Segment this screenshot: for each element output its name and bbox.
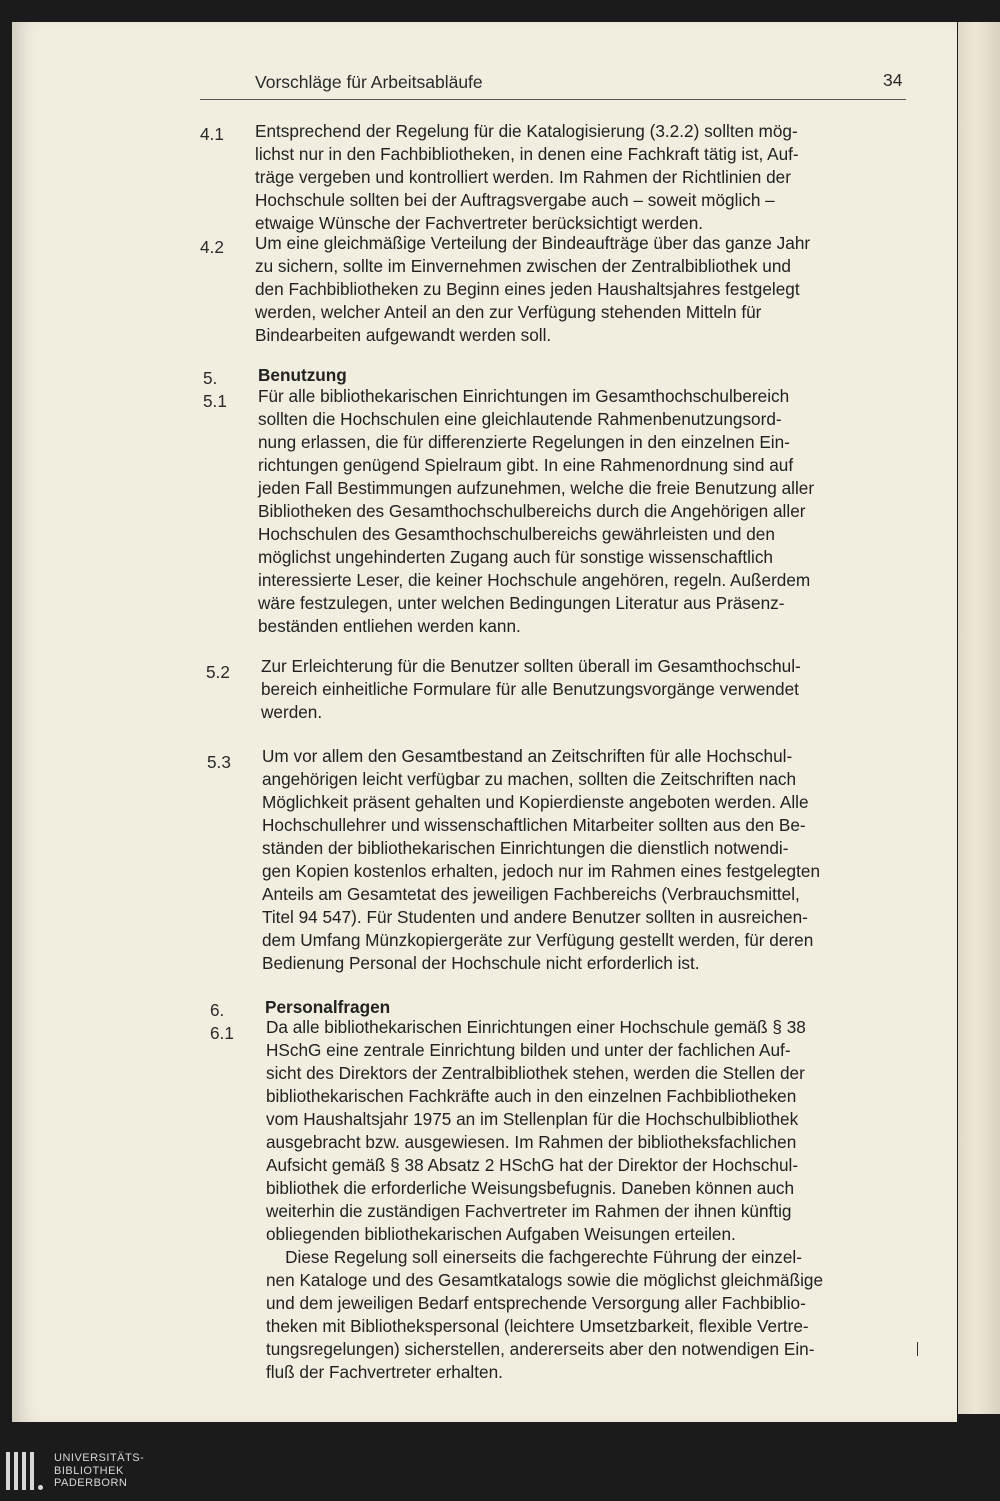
paragraph-5-2 <box>261 655 901 724</box>
paragraph-5-3 <box>262 745 902 975</box>
text-line: Aufsicht gemäß § 38 Absatz 2 HSchG hat der Direktor der Hochschul- <box>266 1155 799 1175</box>
text-line: ständen der bibliothekarischen Einrichtungen die dienstlich notwendi- <box>262 838 789 858</box>
text-line: bibliothekarischen Fachkräfte auch in den einzelnen Fachbibliotheken <box>266 1086 797 1106</box>
logo-line: UNIVERSITÄTS- <box>54 1452 145 1464</box>
text-line: Um vor allem den Gesamtbestand an Zeitschriften für alle Hochschul- <box>262 746 793 766</box>
text-line: beständen entliehen werden kann. <box>258 616 521 636</box>
page-number: 34 <box>883 70 903 90</box>
text-line: lichst nur in den Fachbibliotheken, in denen eine Fachkraft tätig ist, Auf- <box>255 144 799 164</box>
text-line: interessierte Leser, die keiner Hochschule angehören, regeln. Außerdem <box>258 570 811 590</box>
running-header: Vorschläge für Arbeitsabläufe <box>255 72 483 92</box>
text-line: etwaige Wünsche der Fachvertreter berücksichtigt werden. <box>255 213 704 233</box>
text-line: vom Haushaltsjahr 1975 an im Stellenplan für die Hochschulbibliothek <box>266 1109 799 1129</box>
text-line: Hochschulen des Gesamthochschulbereichs gewährleisten und den <box>258 524 775 544</box>
section-heading-personalfragen: Personalfragen <box>265 997 391 1017</box>
section-number: 6. <box>210 1000 225 1020</box>
text-line: Zur Erleichterung für die Benutzer sollten überall im Gesamthochschul- <box>261 656 801 676</box>
section-number: 5.3 <box>207 752 231 772</box>
section-heading-benutzung: Benutzung <box>258 365 347 385</box>
text-line: bereich einheitliche Formulare für alle Benutzungsvorgänge verwendet <box>261 679 799 699</box>
text-line: Bindearbeiten aufgewandt werden soll. <box>255 325 552 345</box>
text-line: Hochschule sollten bei der Auftragsvergabe auch – soweit möglich – <box>255 190 775 210</box>
library-logo-text <box>54 1452 144 1490</box>
text-line: tungsregelungen) sicherstellen, andererseits aber den notwendigen Ein- <box>266 1339 815 1359</box>
text-line: weiterhin die zuständigen Fachvertreter im Rahmen der ihnen künftig <box>266 1201 792 1221</box>
paragraph-5-1 <box>258 385 898 638</box>
text-line: zu sichern, sollte im Einvernehmen zwischen der Zentralbibliothek und <box>255 256 791 276</box>
text-line: gen Kopien kostenlos erhalten, jedoch nur im Rahmen eines festgelegten <box>262 861 820 881</box>
text-line: Diese Regelung soll einerseits die fachgerechte Führung der einzel- <box>266 1247 802 1267</box>
text-line: Anteils am Gesamtetat des jeweiligen Fachbereichs (Verbrauchsmittel, <box>262 884 800 904</box>
text-line: ausgebracht bzw. ausgewiesen. Im Rahmen der bibliotheksfachlichen <box>266 1132 797 1152</box>
text-line: fluß der Fachvertreter erhalten. <box>266 1362 503 1382</box>
text-line: obliegenden bibliothekarischen Aufgaben Weisungen erteilen. <box>266 1224 736 1244</box>
text-line: Möglichkeit präsent gehalten und Kopierdienste angeboten werden. Alle <box>262 792 809 812</box>
paragraph-4-2 <box>255 232 895 347</box>
scan-footer <box>0 1422 1000 1501</box>
text-line: wäre festzulegen, unter welchen Bedingungen Literatur aus Präsenz- <box>258 593 785 613</box>
text-line: werden, welcher Anteil an den zur Verfügung stehenden Mitteln für <box>255 302 762 322</box>
text-line: sollten die Hochschulen eine gleichlautende Rahmenbenutzungsord- <box>258 409 782 429</box>
text-line: richtungen genügend Spielraum gibt. In eine Rahmenordnung sind auf <box>258 455 794 475</box>
section-number: 5. <box>203 368 218 388</box>
text-line: träge vergeben und kontrolliert werden. Im Rahmen der Richtlinien der <box>255 167 791 187</box>
logo-line: PADERBORN <box>54 1477 128 1489</box>
text-line: Bibliotheken des Gesamthochschulbereichs durch die Angehörigen aller <box>258 501 806 521</box>
section-number: 5.2 <box>206 662 230 682</box>
margin-mark <box>917 1342 918 1356</box>
section-number: 6.1 <box>210 1023 234 1043</box>
text-line: sicht des Direktors der Zentralbibliothek stehen, werden die Stellen der <box>266 1063 805 1083</box>
text-line: angehörigen leicht verfügbar zu machen, sollten die Zeitschriften nach <box>262 769 797 789</box>
text-line: Entsprechend der Regelung für die Katalogisierung (3.2.2) sollten mög- <box>255 121 798 141</box>
text-line: Hochschullehrer und wissenschaftlichen Mitarbeiter sollten aus den Be- <box>262 815 806 835</box>
section-number: 4.2 <box>200 237 224 257</box>
text-line: dem Umfang Münzkopiergeräte zur Verfügung gestellt werden, für deren <box>262 930 814 950</box>
section-number: 4.1 <box>200 124 224 144</box>
text-line: bibliothek die erforderliche Weisungsbefugnis. Daneben können auch <box>266 1178 795 1198</box>
library-logo-icon <box>6 1452 46 1492</box>
text-line: theken mit Bibliothekspersonal (leichtere Umsetzbarkeit, flexible Vertre- <box>266 1316 809 1336</box>
paragraph-6-1 <box>266 1016 906 1384</box>
text-line: und dem jeweiligen Bedarf entsprechende Versorgung aller Fachbiblio- <box>266 1293 806 1313</box>
page-edge <box>958 22 1000 1414</box>
text-line: möglichst ungehinderten Zugang auch für sonstige wissenschaftlich <box>258 547 773 567</box>
text-line: Da alle bibliothekarischen Einrichtungen einer Hochschule gemäß § 38 <box>266 1017 806 1037</box>
text-line: nung erlassen, die für differenzierte Regelungen in den einzelnen Ein- <box>258 432 790 452</box>
text-line: Titel 94 547). Für Studenten und andere Benutzer sollten in ausreichen- <box>262 907 808 927</box>
paragraph-4-1 <box>255 120 895 235</box>
text-line: Bedienung Personal der Hochschule nicht erforderlich ist. <box>262 953 700 973</box>
text-line: Um eine gleichmäßige Verteilung der Bindeaufträge über das ganze Jahr <box>255 233 811 253</box>
section-number: 5.1 <box>203 391 227 411</box>
header-rule <box>200 99 906 100</box>
text-line: nen Kataloge und des Gesamtkatalogs sowie die möglichst gleichmäßige <box>266 1270 823 1290</box>
text-line: HSchG eine zentrale Einrichtung bilden und unter der fachlichen Auf- <box>266 1040 791 1060</box>
logo-line: BIBLIOTHEK <box>54 1464 124 1477</box>
text-line: werden. <box>261 702 323 722</box>
text-line: den Fachbibliotheken zu Beginn eines jeden Haushaltsjahres festgelegt <box>255 279 800 299</box>
text-line: jeden Fall Bestimmungen aufzunehmen, welche die freie Benutzung aller <box>258 478 815 498</box>
text-line: Für alle bibliothekarischen Einrichtungen im Gesamthochschulbereich <box>258 386 790 406</box>
